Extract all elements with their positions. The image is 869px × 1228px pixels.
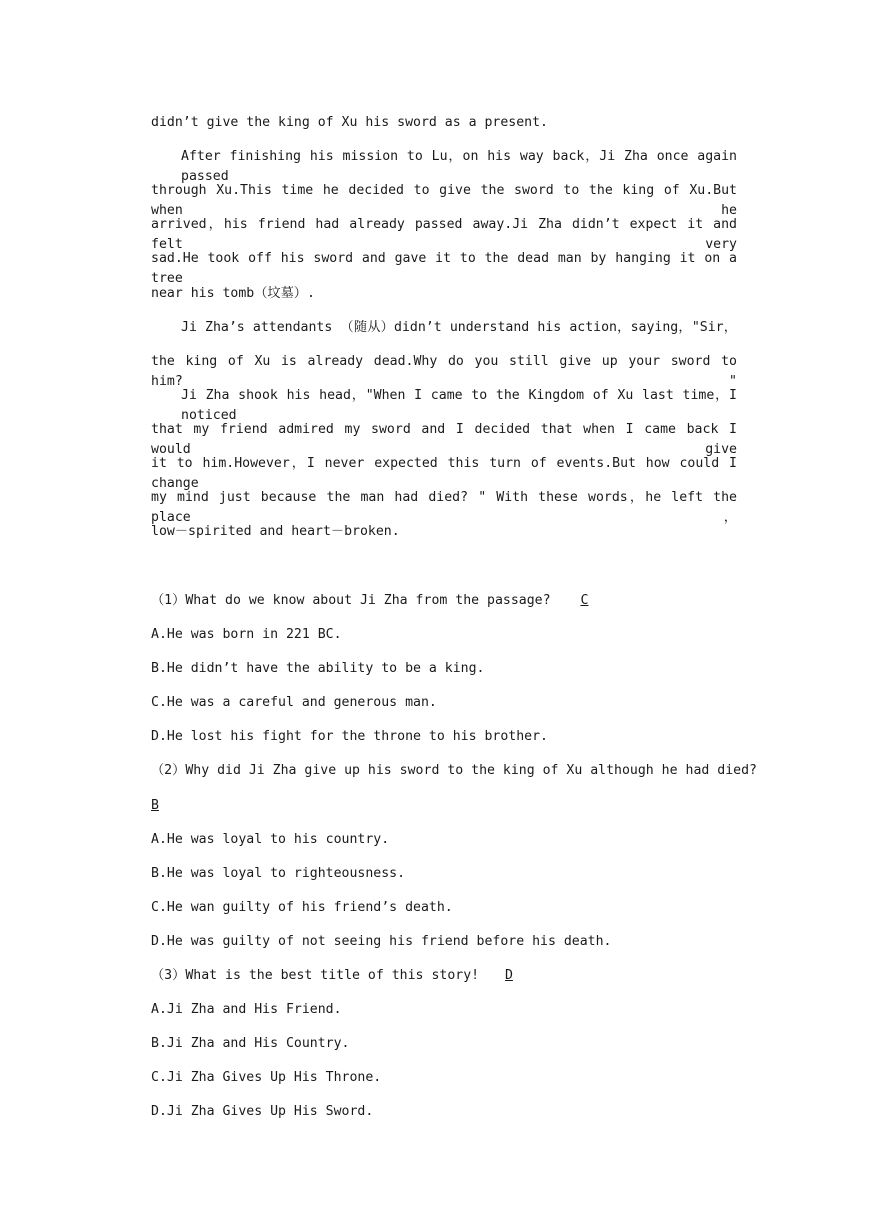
question-3-option-b: B.Ji Zha and His Country. — [151, 1036, 350, 1051]
question-1-answer: C — [580, 593, 589, 608]
question-2-answer-line — [151, 796, 737, 816]
question-1-option-a: A.He was born in 221 BC. — [151, 627, 342, 642]
question-1-option-b: B.He didn’t have the ability to be a king. — [151, 661, 485, 676]
passage-line: the king of Xu is already dead.Why do you still give up your sword to him? " — [151, 354, 737, 389]
passage-line: it to him.However，I never expected this turn of events.But how could I change — [151, 456, 737, 491]
passage-line: didn’t give the king of Xu his sword as a present. — [151, 115, 548, 130]
question-1-stem — [151, 591, 737, 611]
passage-line: that my friend admired my sword and I decided that when I came back I would give — [151, 422, 737, 457]
question-3-answer: D — [505, 968, 513, 983]
question-3-option-a: A.Ji Zha and His Friend. — [151, 1002, 342, 1017]
question-1-option-c: C.He was a careful and generous man. — [151, 695, 437, 710]
question-2-option-b: B.He was loyal to righteousness. — [151, 866, 406, 881]
passage-line: After finishing his mission to Lu，on his way back，Ji Zha once again passed — [181, 149, 737, 184]
passage-line: near his tomb（坟墓）. — [151, 286, 315, 301]
question-3-text: （3）What is the best title of this story! — [151, 968, 480, 983]
question-2-option-c: C.He wan guilty of his friend’s death. — [151, 900, 453, 915]
passage-line: Ji Zha shook his head，"When I came to the Kingdom of Xu last time，I noticed — [181, 388, 737, 423]
passage-line: my mind just because the man had died? " With these words，he left the place， — [151, 490, 737, 525]
question-3-option-d: D.Ji Zha Gives Up His Sword. — [151, 1104, 374, 1119]
question-2-stem: （2）Why did Ji Zha give up his sword to the king of Xu although he had died? — [151, 763, 757, 778]
question-2-answer: B — [151, 798, 159, 813]
question-2-option-d: D.He was guilty of not seeing his friend before his death. — [151, 934, 612, 949]
passage-line: low－spirited and heart－broken. — [151, 524, 400, 539]
question-1-option-d: D.He lost his fight for the throne to his brother. — [151, 729, 548, 744]
question-2-option-a: A.He was loyal to his country. — [151, 832, 390, 847]
passage-line: sad.He took off his sword and gave it to the dead man by hanging it on a tree — [151, 251, 737, 286]
passage-line: Ji Zha’s attendants （随从）didn’t understand his action，saying，"Sir， — [181, 320, 737, 335]
question-1-text: （1）What do we know about Ji Zha from the passage? — [151, 593, 551, 608]
passage-line: arrived，his friend had already passed away.Ji Zha didn’t expect it and felt very — [151, 217, 737, 252]
question-3-stem — [151, 966, 737, 986]
question-3-option-c: C.Ji Zha Gives Up His Throne. — [151, 1070, 382, 1085]
passage-line: through Xu.This time he decided to give the sword to the king of Xu.But when he — [151, 183, 737, 218]
